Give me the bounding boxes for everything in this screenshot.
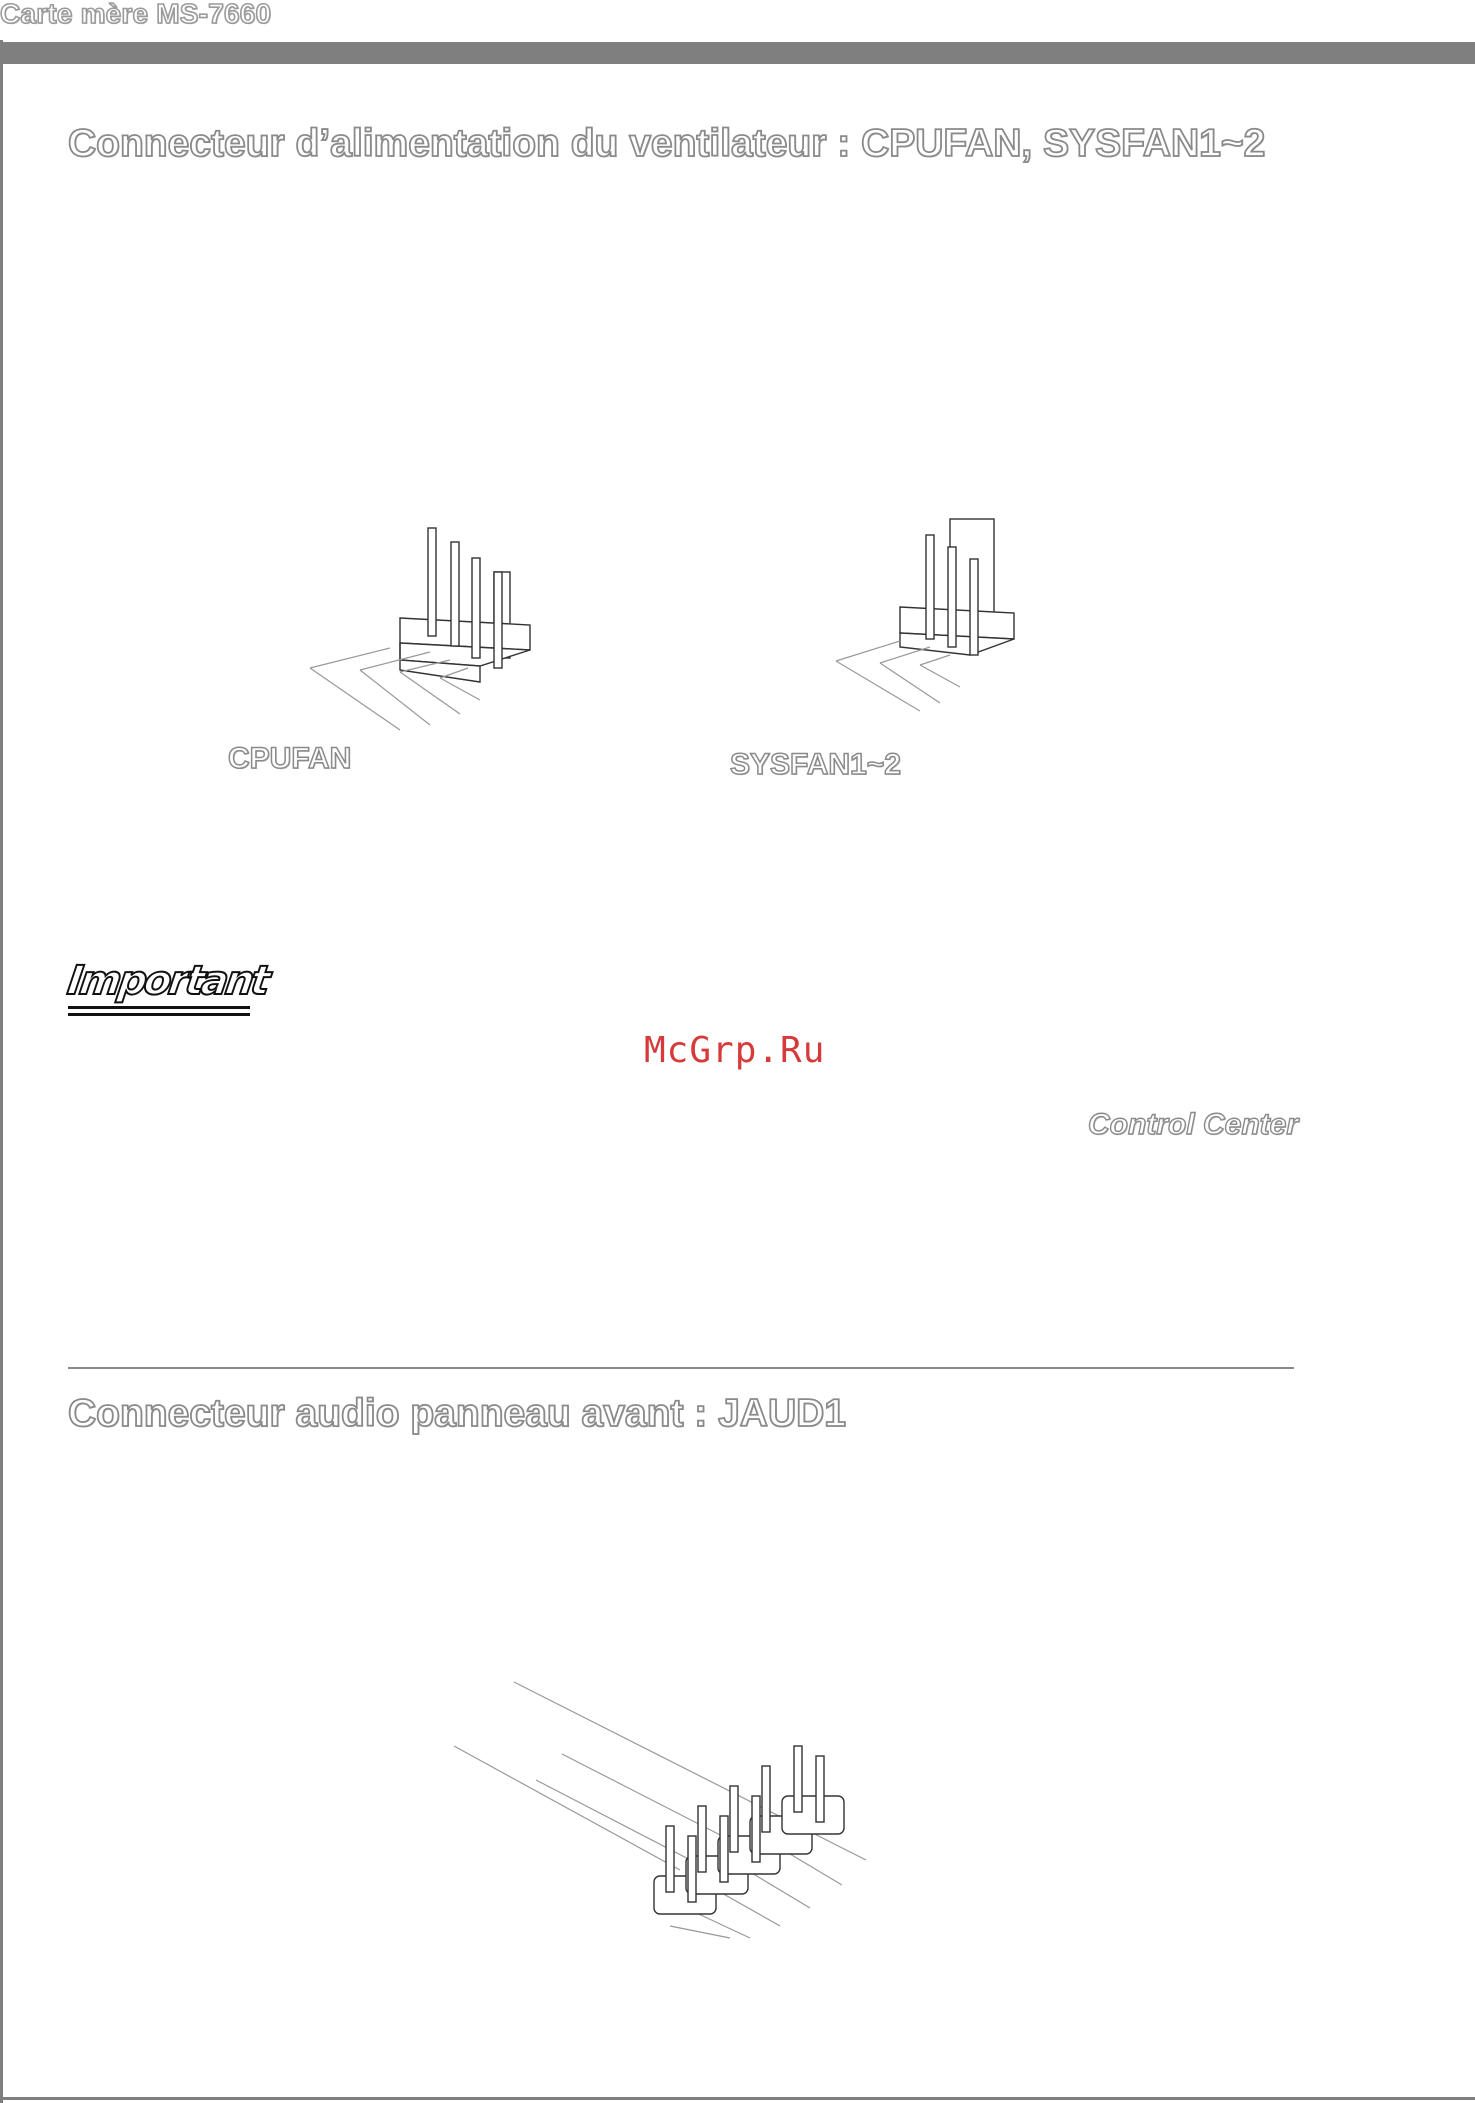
fan-section-title: Connecteur d’alimentation du ventilateur : CPUFAN, SYSFAN1~2 — [68, 122, 1266, 165]
cpufan-caption: CPUFAN — [228, 742, 352, 775]
important-label: Important — [64, 958, 271, 1004]
cpufan-connector-diagram — [300, 520, 540, 740]
page-header-title: Carte mère MS-7660 — [0, 0, 272, 29]
audio-section-title: Connecteur audio panneau avant : JAUD1 — [68, 1392, 846, 1435]
important-underline — [68, 1013, 250, 1016]
sysfan-caption: SYSFAN1~2 — [730, 748, 901, 781]
watermark-text: McGrp.Ru — [644, 1030, 826, 1071]
bottom-rule — [0, 2097, 1475, 2100]
important-underline — [68, 1006, 250, 1009]
sysfan-connector-diagram — [820, 515, 1040, 715]
section-divider — [68, 1367, 1294, 1369]
left-margin-rule — [0, 40, 3, 2103]
jaud1-connector-diagram — [430, 1680, 890, 1940]
header-bar — [0, 42, 1475, 64]
important-notice — [64, 958, 271, 1018]
control-center-label: Control Center — [1088, 1108, 1298, 1141]
